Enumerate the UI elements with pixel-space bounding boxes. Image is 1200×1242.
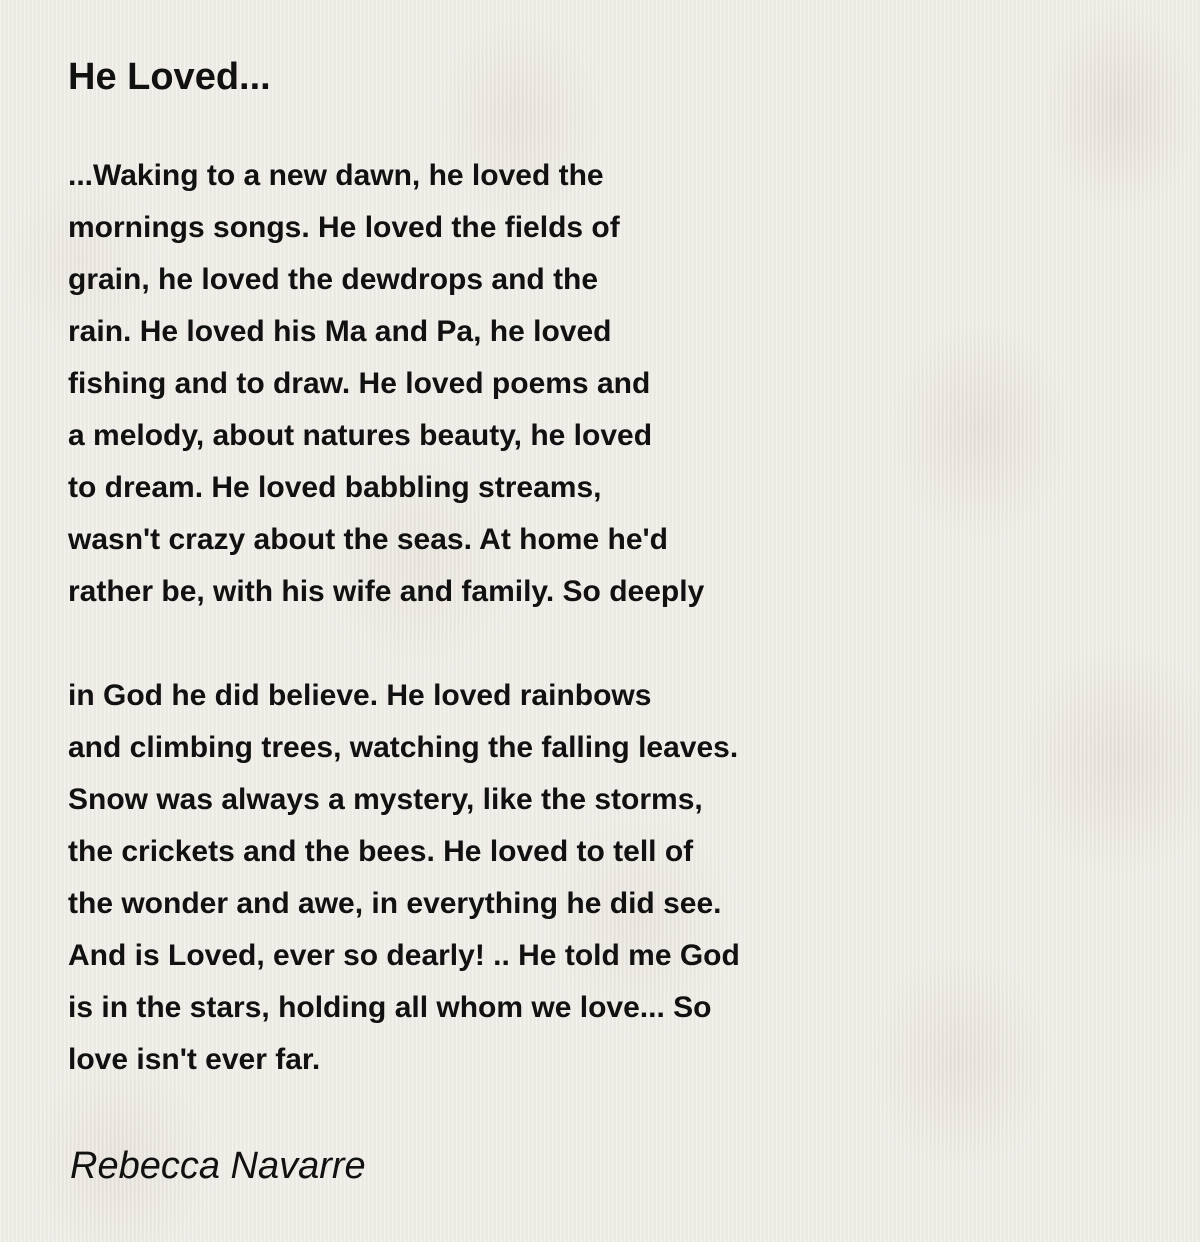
stanza-2 [68, 670, 1068, 1086]
author-name: Rebecca Navarre [70, 1145, 366, 1187]
poem-line: rain. He loved his Ma and Pa, he loved [68, 315, 612, 348]
poem-line: the crickets and the bees. He loved to tell of [68, 835, 694, 868]
poem-title: He Loved... [68, 56, 271, 98]
poem-line: and climbing trees, watching the falling leaves. [68, 731, 739, 764]
poem-line: ...Waking to a new dawn, he loved the [68, 159, 604, 192]
poem-line: rather be, with his wife and family. So deeply [68, 575, 705, 608]
stanza-1 [68, 150, 1068, 618]
poem-line: in God he did believe. He loved rainbows [68, 679, 652, 712]
poem-line: Snow was always a mystery, like the storms, [68, 783, 703, 816]
poem-line: And is Loved, ever so dearly! .. He told me God [68, 939, 740, 972]
poem-line: grain, he loved the dewdrops and the [68, 263, 599, 296]
poem-line: mornings songs. He loved the fields of [68, 211, 620, 244]
poem-line: is in the stars, holding all whom we love... So [68, 991, 712, 1024]
poem-body [68, 150, 1068, 1086]
poem-line: a melody, about natures beauty, he loved [68, 419, 653, 452]
poem-line: fishing and to draw. He loved poems and [68, 367, 651, 400]
poem-line: to dream. He loved babbling streams, [68, 471, 602, 504]
poem-line: wasn't crazy about the seas. At home he'd [68, 523, 668, 556]
poem-line: love isn't ever far. [68, 1043, 321, 1076]
poem-line: the wonder and awe, in everything he did see. [68, 887, 722, 920]
